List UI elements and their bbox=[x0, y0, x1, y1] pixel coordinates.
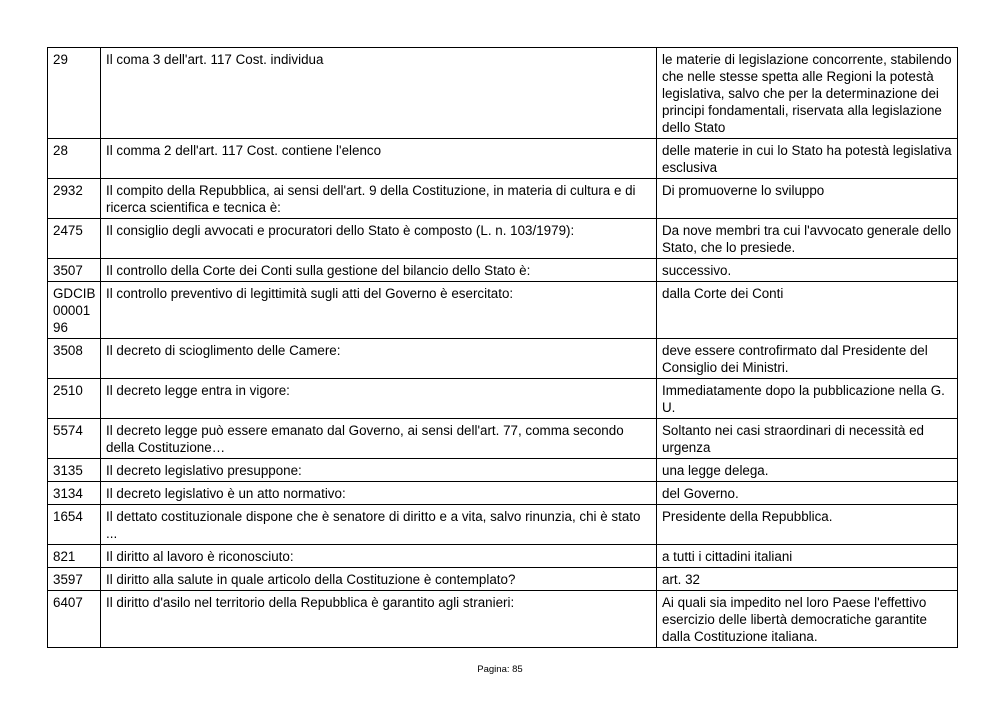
row-id: 3507 bbox=[48, 259, 101, 282]
row-id: 3508 bbox=[48, 339, 101, 379]
table-row bbox=[48, 591, 958, 648]
row-id: 3135 bbox=[48, 459, 101, 482]
table-row bbox=[48, 179, 958, 219]
row-question: Il diritto alla salute in quale articolo della Costituzione è contemplato? bbox=[101, 568, 657, 591]
row-answer: Soltanto nei casi straordinari di necessità ed urgenza bbox=[657, 419, 958, 459]
row-answer: Immediatamente dopo la pubblicazione nella G. U. bbox=[657, 379, 958, 419]
row-question: Il decreto legislativo presuppone: bbox=[101, 459, 657, 482]
row-answer: art. 32 bbox=[657, 568, 958, 591]
table-row bbox=[48, 339, 958, 379]
row-question: Il diritto al lavoro è riconosciuto: bbox=[101, 545, 657, 568]
row-question: Il diritto d'asilo nel territorio della Repubblica è garantito agli stranieri: bbox=[101, 591, 657, 648]
row-answer: una legge delega. bbox=[657, 459, 958, 482]
table-row bbox=[48, 459, 958, 482]
row-id: 2510 bbox=[48, 379, 101, 419]
row-id: 28 bbox=[48, 139, 101, 179]
table-row bbox=[48, 139, 958, 179]
row-id: 5574 bbox=[48, 419, 101, 459]
row-question: Il decreto legislativo è un atto normativo: bbox=[101, 482, 657, 505]
row-question: Il consiglio degli avvocati e procuratori dello Stato è composto (L. n. 103/1979): bbox=[101, 219, 657, 259]
row-answer: dalla Corte dei Conti bbox=[657, 282, 958, 339]
row-id: 3597 bbox=[48, 568, 101, 591]
row-answer: del Governo. bbox=[657, 482, 958, 505]
qa-table bbox=[47, 47, 958, 648]
table-row bbox=[48, 568, 958, 591]
row-answer: delle materie in cui lo Stato ha potestà legislativa esclusiva bbox=[657, 139, 958, 179]
table-row bbox=[48, 219, 958, 259]
table-row bbox=[48, 505, 958, 545]
row-answer: le materie di legislazione concorrente, stabilendo che nelle stesse spetta alle Regioni la potestà legislativa, salvo che per la determinazione dei principi fondamentali, riservata alla legislazione dello Stato bbox=[657, 48, 958, 139]
row-question: Il compito della Repubblica, ai sensi dell'art. 9 della Costituzione, in materia di cultura e di ricerca scientifica e tecnica è: bbox=[101, 179, 657, 219]
row-question: Il dettato costituzionale dispone che è senatore di diritto e a vita, salvo rinunzia, chi è stato ... bbox=[101, 505, 657, 545]
row-answer: successivo. bbox=[657, 259, 958, 282]
table-row bbox=[48, 282, 958, 339]
row-id: 1654 bbox=[48, 505, 101, 545]
row-id: 29 bbox=[48, 48, 101, 139]
row-answer: Ai quali sia impedito nel loro Paese l'effettivo esercizio delle libertà democratiche garantite dalla Costituzione italiana. bbox=[657, 591, 958, 648]
row-question: Il decreto di scioglimento delle Camere: bbox=[101, 339, 657, 379]
row-question: Il comma 2 dell'art. 117 Cost. contiene l'elenco bbox=[101, 139, 657, 179]
row-id: 2475 bbox=[48, 219, 101, 259]
row-answer: Di promuoverne lo sviluppo bbox=[657, 179, 958, 219]
row-id: 3134 bbox=[48, 482, 101, 505]
table-row bbox=[48, 379, 958, 419]
page-number: Pagina: 85 bbox=[477, 664, 523, 675]
row-id: 2932 bbox=[48, 179, 101, 219]
row-answer: Presidente della Repubblica. bbox=[657, 505, 958, 545]
row-question: Il controllo preventivo di legittimità sugli atti del Governo è esercitato: bbox=[101, 282, 657, 339]
qa-table-body bbox=[48, 48, 958, 648]
table-row bbox=[48, 545, 958, 568]
row-id: 821 bbox=[48, 545, 101, 568]
row-question: Il decreto legge entra in vigore: bbox=[101, 379, 657, 419]
row-question: Il controllo della Corte dei Conti sulla gestione del bilancio dello Stato è: bbox=[101, 259, 657, 282]
table-row bbox=[48, 48, 958, 139]
row-answer: deve essere controfirmato dal Presidente del Consiglio dei Ministri. bbox=[657, 339, 958, 379]
row-id: 6407 bbox=[48, 591, 101, 648]
table-row bbox=[48, 482, 958, 505]
row-answer: a tutti i cittadini italiani bbox=[657, 545, 958, 568]
table-row bbox=[48, 259, 958, 282]
row-question: Il coma 3 dell'art. 117 Cost. individua bbox=[101, 48, 657, 139]
table-row bbox=[48, 419, 958, 459]
row-question: Il decreto legge può essere emanato dal Governo, ai sensi dell'art. 77, comma secondo della Costituzione… bbox=[101, 419, 657, 459]
row-id: GDCIB0000196 bbox=[48, 282, 101, 339]
row-answer: Da nove membri tra cui l'avvocato generale dello Stato, che lo presiede. bbox=[657, 219, 958, 259]
